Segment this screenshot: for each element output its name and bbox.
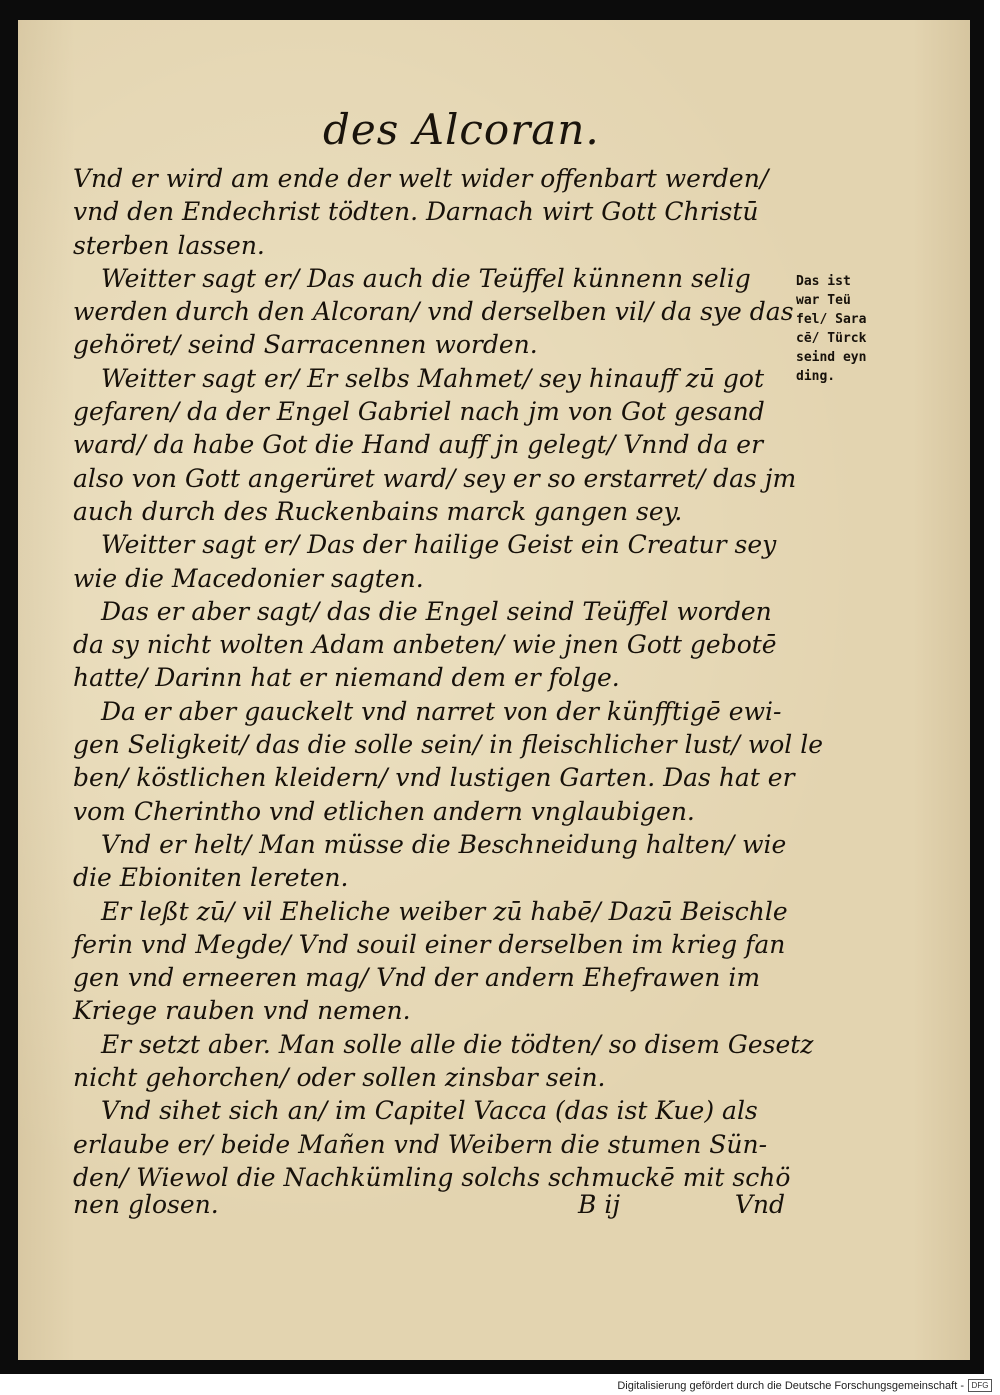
text-line: erlaube er/ beide Mañen vnd Weibern die stumen Sün- bbox=[73, 1129, 768, 1159]
catchword: Vnd bbox=[734, 1190, 785, 1219]
text-line: Er leßt zū/ vil Eheliche weiber zū habē/ Dazū Beischle bbox=[101, 896, 788, 926]
text-line: gen vnd erneeren mag/ Vnd der andern Ehefrawen im bbox=[73, 963, 761, 993]
running-title: des Alcoran. bbox=[323, 105, 600, 154]
dfg-logo-icon: DFG bbox=[968, 1379, 992, 1392]
text-line: den/ Wiewol die Nachkümling solchs schmuckē mit schö bbox=[73, 1162, 791, 1192]
text-line: Weitter sagt er/ Das auch die Teüffel künnenn selig bbox=[101, 263, 751, 293]
margin-note bbox=[796, 272, 896, 386]
text-line: sterben lassen. bbox=[73, 230, 265, 260]
text-line: wie die Macedonier sagten. bbox=[73, 563, 424, 593]
text-line: Er setzt aber. Man solle alle die tödten/ so disem Gesetz bbox=[101, 1029, 814, 1059]
text-line: Kriege rauben vnd nemen. bbox=[73, 996, 411, 1026]
text-line: ferin vnd Megde/ Vnd souil einer derselben im krieg fan bbox=[73, 929, 786, 959]
text-line: Da er aber gauckelt vnd narret von der künfftigē ewi- bbox=[101, 696, 782, 726]
text-line: gefaren/ da der Engel Gabriel nach jm von Got gesand bbox=[73, 397, 765, 427]
text-line: hatte/ Darinn hat er niemand dem er folge. bbox=[73, 663, 620, 693]
text-line: vnd den Endechrist tödten. Darnach wirt Gott Christū bbox=[73, 197, 759, 227]
text-line: Weitter sagt er/ Das der hailige Geist ein Creatur sey bbox=[101, 530, 777, 560]
margin-note-line: cē/ Türck bbox=[796, 331, 867, 346]
text-line: vom Cherintho vnd etlichen andern vnglaubigen. bbox=[73, 796, 695, 826]
text-line: Weitter sagt er/ Er selbs Mahmet/ sey hinauff zū got bbox=[101, 363, 765, 393]
text-line: nen glosen. bbox=[73, 1190, 219, 1219]
book-page bbox=[18, 20, 970, 1360]
text-line: werden durch den Alcoran/ vnd derselben vil/ da sye das bbox=[73, 297, 794, 327]
text-line: Vnd er helt/ Man müsse die Beschneidung halten/ wie bbox=[101, 829, 787, 859]
text-line: gen Seligkeit/ das die solle sein/ in fleischlicher lust/ wol le bbox=[73, 730, 823, 760]
margin-note-line: ding. bbox=[796, 369, 836, 384]
page-bottom-line bbox=[73, 1190, 785, 1224]
text-line: ward/ da habe Got die Hand auff jn gelegt/ Vnnd da er bbox=[73, 430, 764, 460]
text-line: Vnd sihet sich an/ im Capitel Vacca (das ist Kue) als bbox=[101, 1096, 758, 1126]
text-line: also von Gott angerüret ward/ sey er so erstarret/ das jm bbox=[73, 463, 797, 493]
text-line: gehöret/ seind Sarracennen worden. bbox=[73, 330, 538, 360]
text-line: ben/ köstlichen kleidern/ vnd lustigen Garten. Das hat er bbox=[73, 763, 795, 793]
text-line: Das er aber sagt/ das die Engel seind Teüffel worden bbox=[101, 596, 772, 626]
text-line: auch durch des Ruckenbains marck gangen sey. bbox=[73, 496, 683, 526]
margin-note-line: seind eyn bbox=[796, 350, 867, 365]
text-line: die Ebioniten lereten. bbox=[73, 863, 349, 893]
margin-note-line: Das ist bbox=[796, 274, 851, 289]
text-line: nicht gehorchen/ oder sollen zinsbar sein. bbox=[73, 1063, 606, 1093]
margin-note-line: war Teü bbox=[796, 293, 851, 308]
text-line: Vnd er wird am ende der welt wider offenbart werden/ bbox=[73, 164, 769, 193]
signature-mark: B ij bbox=[578, 1190, 621, 1219]
margin-note-line: fel/ Sara bbox=[796, 312, 867, 327]
credit-text: Digitalisierung gefördert durch die Deutsche Forschungsgemeinschaft - bbox=[617, 1379, 964, 1392]
digitization-credit bbox=[617, 1379, 992, 1392]
text-line: da sy nicht wolten Adam anbeten/ wie jnen Gott gebotē bbox=[73, 630, 777, 660]
